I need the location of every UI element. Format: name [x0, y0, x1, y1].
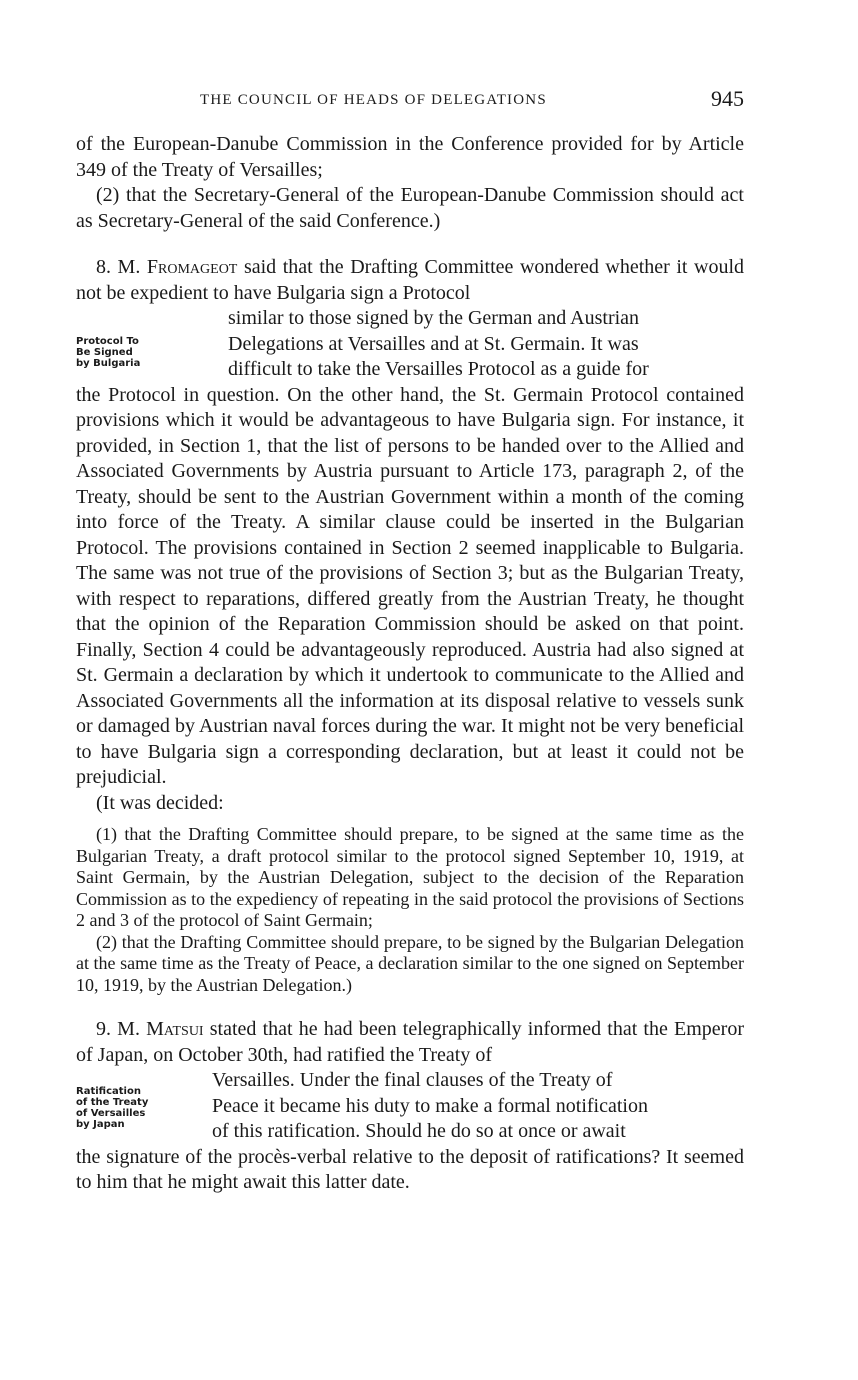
section-8-sidenote — [76, 336, 140, 369]
sidenote-line: of Versailles — [76, 1108, 146, 1119]
section-9-lead — [76, 1017, 744, 1068]
running-head — [76, 86, 744, 116]
sidenote-line: Protocol To — [76, 336, 139, 347]
section-9-speaker: Matsui — [146, 1018, 204, 1040]
section-9-sidenote — [76, 1086, 148, 1130]
section-8 — [76, 255, 744, 996]
section-8-lead — [76, 255, 744, 306]
section-9-inset — [76, 1068, 744, 1145]
sidenote-line: Ratification — [76, 1086, 141, 1097]
section-8-lead-text: said that the Drafting Committee wondered whether it would not be expedient to have Bulgaria sign a Protocol — [76, 256, 745, 304]
section-9-number: 9. M. — [96, 1018, 140, 1040]
sidenote-line: by Bulgaria — [76, 358, 141, 369]
inset-line: difficult to take the Versailles Protocol as a guide for — [228, 358, 649, 380]
section-8-decided: (It was decided: — [96, 791, 224, 814]
decision-2: (2) that the Drafting Committee should prepare, to be signed by the Bulgarian Delegation at the same time as the Treaty of Peace, a declaration similar to the one signed on September 10, 1919, by the Austrian Delegation.) — [76, 931, 744, 995]
section-8-speaker: Fromageot — [146, 256, 238, 278]
sidenote-line: Be Signed — [76, 347, 133, 358]
continuation-item-2: (2) that the Secretary-General of the European-Danube Commission should act as Secretary-General of the said Conference.) — [76, 184, 744, 232]
section-8-number: 8. M. — [96, 256, 141, 278]
inset-line: Versailles. Under the final clauses of the Treaty of — [212, 1069, 613, 1091]
sidenote-line: by Japan — [76, 1119, 125, 1130]
inset-line: similar to those signed by the German and Austrian — [228, 307, 640, 329]
inset-line: Peace it became his duty to make a formal notification — [212, 1094, 648, 1117]
section-9 — [76, 1017, 744, 1196]
section-9-body: the signature of the procès-verbal relative to the deposit of ratifications? It seemed to him that he might await this latter date. — [76, 1145, 744, 1193]
section-8-body: the Protocol in question. On the other hand, the St. Germain Protocol contained provisions which it would be advantageous to have Bulgaria sign. For instance, it provided, in Section 1, that the list of persons to be handed over to the Allied and Associated Governments by Austria pursuant to Article 173, paragraph 2, of the Treaty, should be sent to the Austrian Government within a month of the coming into force of the Treaty. A similar clause could be inserted in the Bulgarian Protocol. The provisions contained in Section 2 seemed inapplicable to Bulgaria. The same was not true of the provisions of Section 3; but as the Bulgarian Treaty, with respect to reparations, differed greatly from the Austrian Treaty, he thought that the opinion of the Reparation Commission should be asked on that point. Finally, Section 4 could be advantageously reproduced. Austria had also signed at St. Germain a declaration by which it undertook to communicate to the Allied and Associated Governments all the information at its disposal relative to vessels sunk or damaged by Austrian naval forces during the war. It might not be very beneficial to have Bulgaria sign a corresponding declaration, but at least it could not be prejudicial. — [76, 383, 744, 788]
section-9-lead-text: stated that he had been telegraphically informed that the Emperor of Japan, on October 30th, had ratified the Treaty of — [76, 1018, 744, 1066]
inset-line: Delegations at Versailles and at St. Germain. It was — [228, 332, 639, 355]
inset-line: of this ratification. Should he do so at once or await — [212, 1120, 626, 1142]
sidenote-line: of the Treaty — [76, 1097, 149, 1108]
running-title: THE COUNCIL OF HEADS OF DELEGATIONS — [200, 92, 547, 108]
page-number: 945 — [711, 86, 744, 111]
section-8-inset — [76, 306, 744, 383]
decision-1: (1) that the Drafting Committee should prepare, to be signed at the same time as the Bulgarian Treaty, a draft protocol similar to the protocol signed September 10, 1919, at Saint Germain, by the Austrian Delegation, subject to the decision of the Reparation Commission as to the expediency of repeating in the said protocol the provisions of Sections 2 and 3 of the protocol of Saint Germain; — [76, 824, 744, 930]
continuation-paragraph: of the European-Danube Commission in the Conference provided for by Article 349 of the Treaty of Versailles; — [76, 133, 744, 181]
page-body — [76, 132, 744, 1196]
